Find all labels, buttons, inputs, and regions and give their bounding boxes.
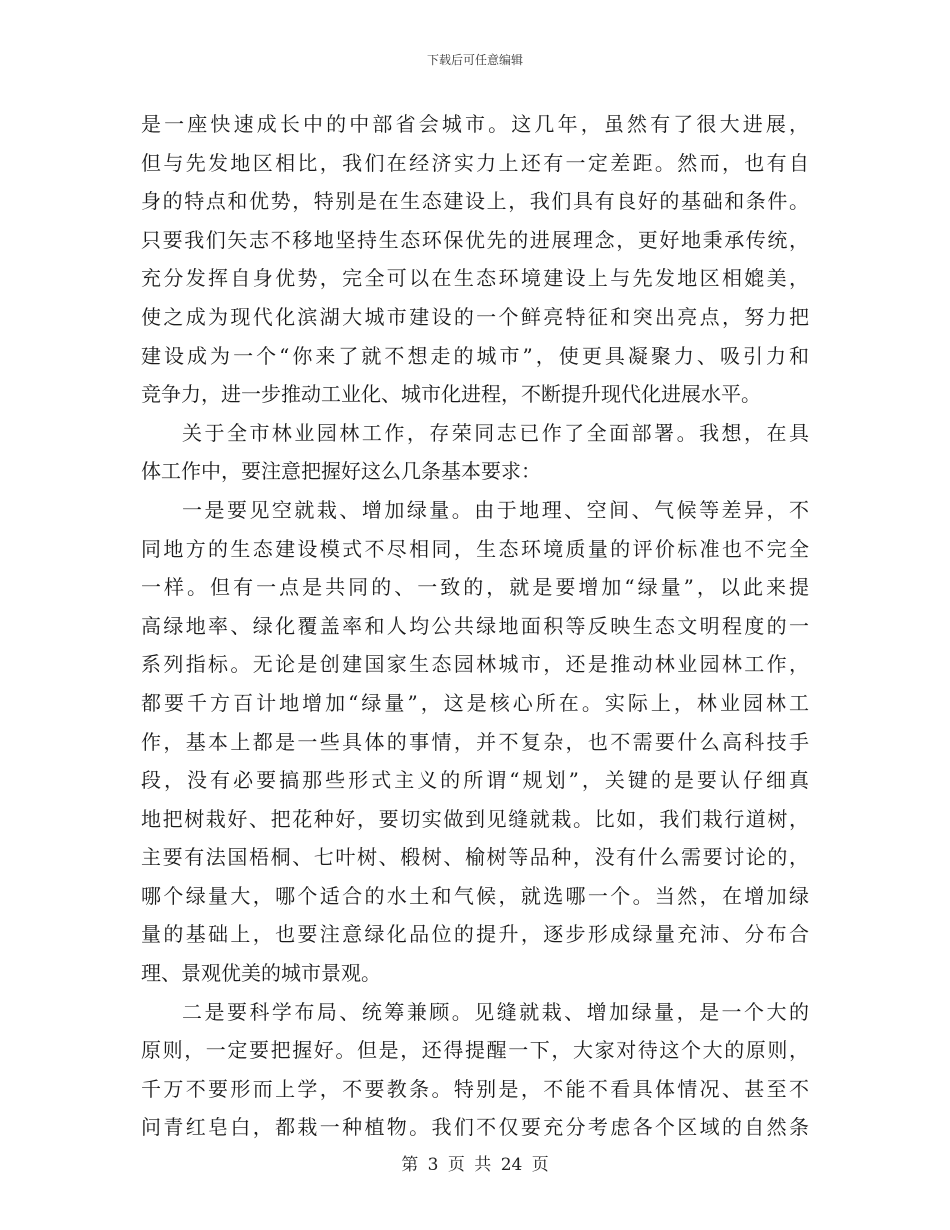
text-line: 一是要见空就栽、增加绿量。由于地理、空间、气候等差异，不 [182, 497, 809, 522]
text-line: 一样。但有一点是共同的、一致的，就是要增加“绿量”，以此来提 [141, 575, 809, 600]
paragraph-1 [141, 105, 809, 414]
text-line: 问青红皂白，都栽一种植物。我们不仅要充分考虑各个区域的自然条 [141, 1115, 809, 1140]
text-line: 二是要科学布局、统筹兼顾。见缝就栽、增加绿量，是一个大的 [182, 999, 809, 1024]
text-line: 高绿地率、绿化覆盖率和人均公共绿地面积等反映生态文明程度的一 [141, 613, 809, 638]
text-line: 身的特点和优势，特别是在生态建设上，我们具有良好的基础和条件。 [141, 189, 809, 214]
text-line: 地把树栽好、把花种好，要切实做到见缝就栽。比如，我们栽行道树， [141, 806, 809, 831]
text-line: 作，基本上都是一些具体的事情，并不复杂，也不需要什么高科技手 [141, 729, 809, 754]
text-line: 都要千方百计地增加“绿量”，这是核心所在。实际上，林业园林工 [141, 690, 809, 715]
page-header-note: 下载后可任意编辑 [426, 53, 523, 67]
text-line: 段，没有必要搞那些形式主义的所谓“规划”，关键的是要认仔细真 [141, 768, 809, 793]
document-body [141, 105, 809, 1147]
text-line: 哪个绿量大，哪个适合的水土和气候，就选哪一个。当然，在增加绿 [141, 883, 809, 908]
text-line: 竞争力，进一步推动工业化、城市化进程，不断提升现代化进展水平。 [141, 382, 761, 407]
text-line: 原则，一定要把握好。但是，还得提醒一下，大家对待这个大的原则， [141, 1038, 809, 1063]
text-line: 量的基础上，也要注意绿化品位的提升，逐步形成绿量充沛、分布合 [141, 922, 809, 947]
page-number-footer: 第 3 页 共 24 页 [401, 1155, 549, 1175]
text-line: 建设成为一个“你来了就不想走的城市”，使更具凝聚力、吸引力和 [141, 343, 809, 368]
paragraph-3 [141, 491, 809, 993]
text-line: 主要有法国梧桐、七叶树、椴树、榆树等品种，没有什么需要讨论的， [141, 845, 809, 870]
text-line: 千万不要形而上学，不要教条。特别是，不能不看具体情况、甚至不 [141, 1076, 809, 1101]
text-line: 系列指标。无论是创建国家生态园林城市，还是推动林业园林工作， [141, 652, 809, 677]
text-line: 理、景观优美的城市景观。 [141, 961, 381, 986]
text-line: 体工作中，要注意把握好这么几条基本要求： [141, 459, 541, 484]
text-line: 只要我们矢志不移地坚持生态环保优先的进展理念，更好地秉承传统， [141, 227, 809, 252]
text-line: 是一座快速成长中的中部省会城市。这几年，虽然有了很大进展， [141, 112, 809, 136]
text-line: 关于全市林业园林工作，存荣同志已作了全面部署。我想，在具 [182, 420, 809, 445]
text-line: 使之成为现代化滨湖大城市建设的一个鲜亮特征和突出亮点，努力把 [141, 304, 809, 329]
text-line: 但与先发地区相比，我们在经济实力上还有一定差距。然而，也有自 [141, 150, 809, 175]
text-line: 同地方的生态建设模式不尽相同，生态环境质量的评价标准也不完全 [141, 536, 809, 561]
paragraph-2 [141, 414, 809, 491]
paragraph-4 [141, 993, 809, 1147]
text-line: 充分发挥自身优势，完全可以在生态环境建设上与先发地区相媲美， [141, 266, 809, 291]
